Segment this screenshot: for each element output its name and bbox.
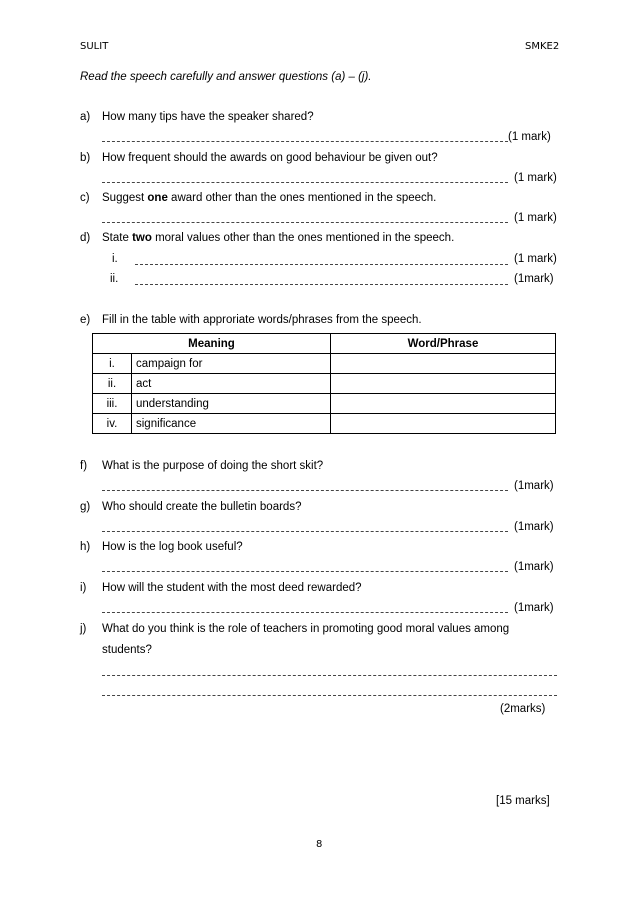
question-h-mark: (1mark) <box>514 561 554 573</box>
table-row <box>93 414 556 434</box>
question-g-text: Who should create the bulletin boards? <box>102 501 302 513</box>
question-d-sub-i-mark: (1 mark) <box>514 253 557 265</box>
question-i-text: How will the student with the most deed rewarded? <box>102 582 362 594</box>
question-b-letter: b) <box>80 152 91 164</box>
question-h-letter: h) <box>80 541 91 553</box>
question-h-text: How is the log book useful? <box>102 541 243 553</box>
page-number: 8 <box>316 839 323 850</box>
question-d-text: State two moral values other than the ones mentioned in the speech. <box>102 232 455 244</box>
question-c-text: Suggest one award other than the ones mentioned in the speech. <box>102 192 437 204</box>
question-j-letter: j) <box>80 623 87 635</box>
header-left: SULIT <box>80 41 109 52</box>
question-j-text-line2: students? <box>102 644 152 656</box>
table-row-answer[interactable] <box>331 374 556 394</box>
instruction: Read the speech carefully and answer questions (a) – (j). <box>80 71 372 83</box>
table-row-meaning: campaign for <box>132 354 331 374</box>
question-e-letter: e) <box>80 314 91 326</box>
question-a-text: How many tips have the speaker shared? <box>102 111 314 123</box>
question-d-bold: two <box>132 232 152 244</box>
question-i-mark: (1mark) <box>514 602 554 614</box>
answer-line-h[interactable] <box>102 571 508 572</box>
answer-line-a[interactable] <box>102 141 508 142</box>
table-header-row <box>93 334 556 354</box>
table-header-meaning: Meaning <box>93 334 331 354</box>
table-row-number: iv. <box>93 414 132 434</box>
question-d-sub-ii-mark: (1mark) <box>514 273 554 285</box>
table-row-meaning: significance <box>132 414 331 434</box>
table-row-answer[interactable] <box>331 414 556 434</box>
answer-line-f[interactable] <box>102 490 508 491</box>
question-b-text: How frequent should the awards on good behaviour be given out? <box>102 152 438 164</box>
question-i-letter: i) <box>80 582 87 594</box>
table-row <box>93 354 556 374</box>
question-c-mark: (1 mark) <box>514 212 557 224</box>
question-a-mark: (1 mark) <box>508 131 551 143</box>
table-row-meaning: act <box>132 374 331 394</box>
question-a-letter: a) <box>80 111 91 123</box>
table-row-number: ii. <box>93 374 132 394</box>
answer-line-j-2[interactable] <box>102 695 557 696</box>
table-row-number: i. <box>93 354 132 374</box>
total-marks: [15 marks] <box>496 795 550 807</box>
table-header-word-phrase: Word/Phrase <box>331 334 556 354</box>
question-d-sub-i-num: i. <box>112 253 118 265</box>
question-c-bold: one <box>147 192 168 204</box>
question-f-text: What is the purpose of doing the short skit? <box>102 460 324 472</box>
question-g-letter: g) <box>80 501 91 513</box>
table-row <box>93 374 556 394</box>
answer-line-b[interactable] <box>102 182 508 183</box>
question-e-text: Fill in the table with approriate words/phrases from the speech. <box>102 314 422 326</box>
question-j-mark: (2marks) <box>500 703 546 715</box>
table-row-meaning: understanding <box>132 394 331 414</box>
answer-line-j-1[interactable] <box>102 675 557 676</box>
question-f-letter: f) <box>80 460 88 472</box>
answer-line-c[interactable] <box>102 222 508 223</box>
answer-line-i[interactable] <box>102 612 508 613</box>
question-j-text-line1: What do you think is the role of teachers in promoting good moral values among <box>102 623 510 635</box>
question-c-letter: c) <box>80 192 90 204</box>
vocabulary-table <box>92 333 556 434</box>
table-row-answer[interactable] <box>331 394 556 414</box>
header-right: SMKE2 <box>525 41 560 52</box>
answer-line-g[interactable] <box>102 531 508 532</box>
question-f-mark: (1mark) <box>514 480 554 492</box>
answer-line-d-ii[interactable] <box>135 284 508 285</box>
table-row-answer[interactable] <box>331 354 556 374</box>
table-row <box>93 394 556 414</box>
question-b-mark: (1 mark) <box>514 172 557 184</box>
question-d-sub-ii-num: ii. <box>110 273 119 285</box>
table-row-number: iii. <box>93 394 132 414</box>
answer-line-d-i[interactable] <box>135 264 508 265</box>
question-d-letter: d) <box>80 232 91 244</box>
question-g-mark: (1mark) <box>514 521 554 533</box>
